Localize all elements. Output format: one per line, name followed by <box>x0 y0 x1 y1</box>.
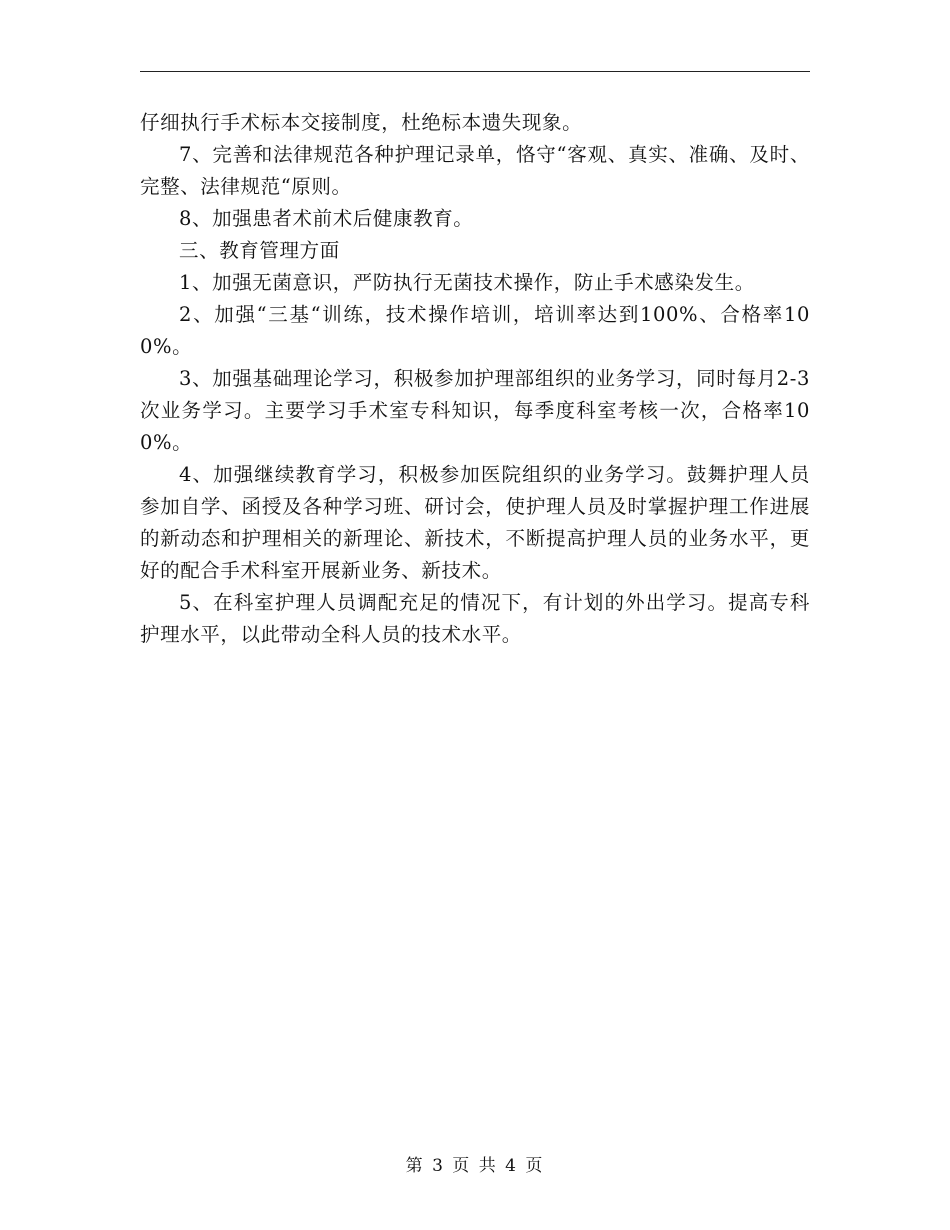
paragraph-5: 1、加强无菌意识，严防执行无菌技术操作，防止手术感染发生。 <box>179 271 755 294</box>
paragraph-1: 仔细执行手术标本交接制度，杜绝标本遗失现象。 <box>140 111 583 134</box>
document-body <box>140 107 810 651</box>
paragraph-2: 7、完善和法律规范各种护理记录单，恪守“客观、真实、准确、及时、完整、法律规范“原则。 <box>140 143 810 198</box>
paragraph-8: 4、加强继续教育学习，积极参加医院组织的业务学习。鼓舞护理人员参加自学、函授及各种学习班、研讨会，使护理人员及时掌握护理工作进展的新动态和护理相关的新理论、新技术，不断提高护理人员的业务水平，更好的配合手术科室开展新业务、新技术。 <box>140 463 810 582</box>
paragraph-9: 5、在科室护理人员调配充足的情况下，有计划的外出学习。提高专科护理水平，以此带动全科人员的技术水平。 <box>140 591 810 646</box>
page-number: 第 3 页 共 4 页 <box>405 1156 545 1176</box>
section-heading-education: 三、教育管理方面 <box>179 239 340 262</box>
header-rule <box>140 71 810 72</box>
paragraph-3: 8、加强患者术前术后健康教育。 <box>179 207 474 230</box>
paragraph-6: 2、加强“三基“训练，技术操作培训，培训率达到100%、合格率100%。 <box>140 303 810 358</box>
paragraph-7: 3、加强基础理论学习，积极参加护理部组织的业务学习，同时每月2-3次业务学习。主要学习手术室专科知识，每季度科室考核一次，合格率100%。 <box>140 367 810 454</box>
